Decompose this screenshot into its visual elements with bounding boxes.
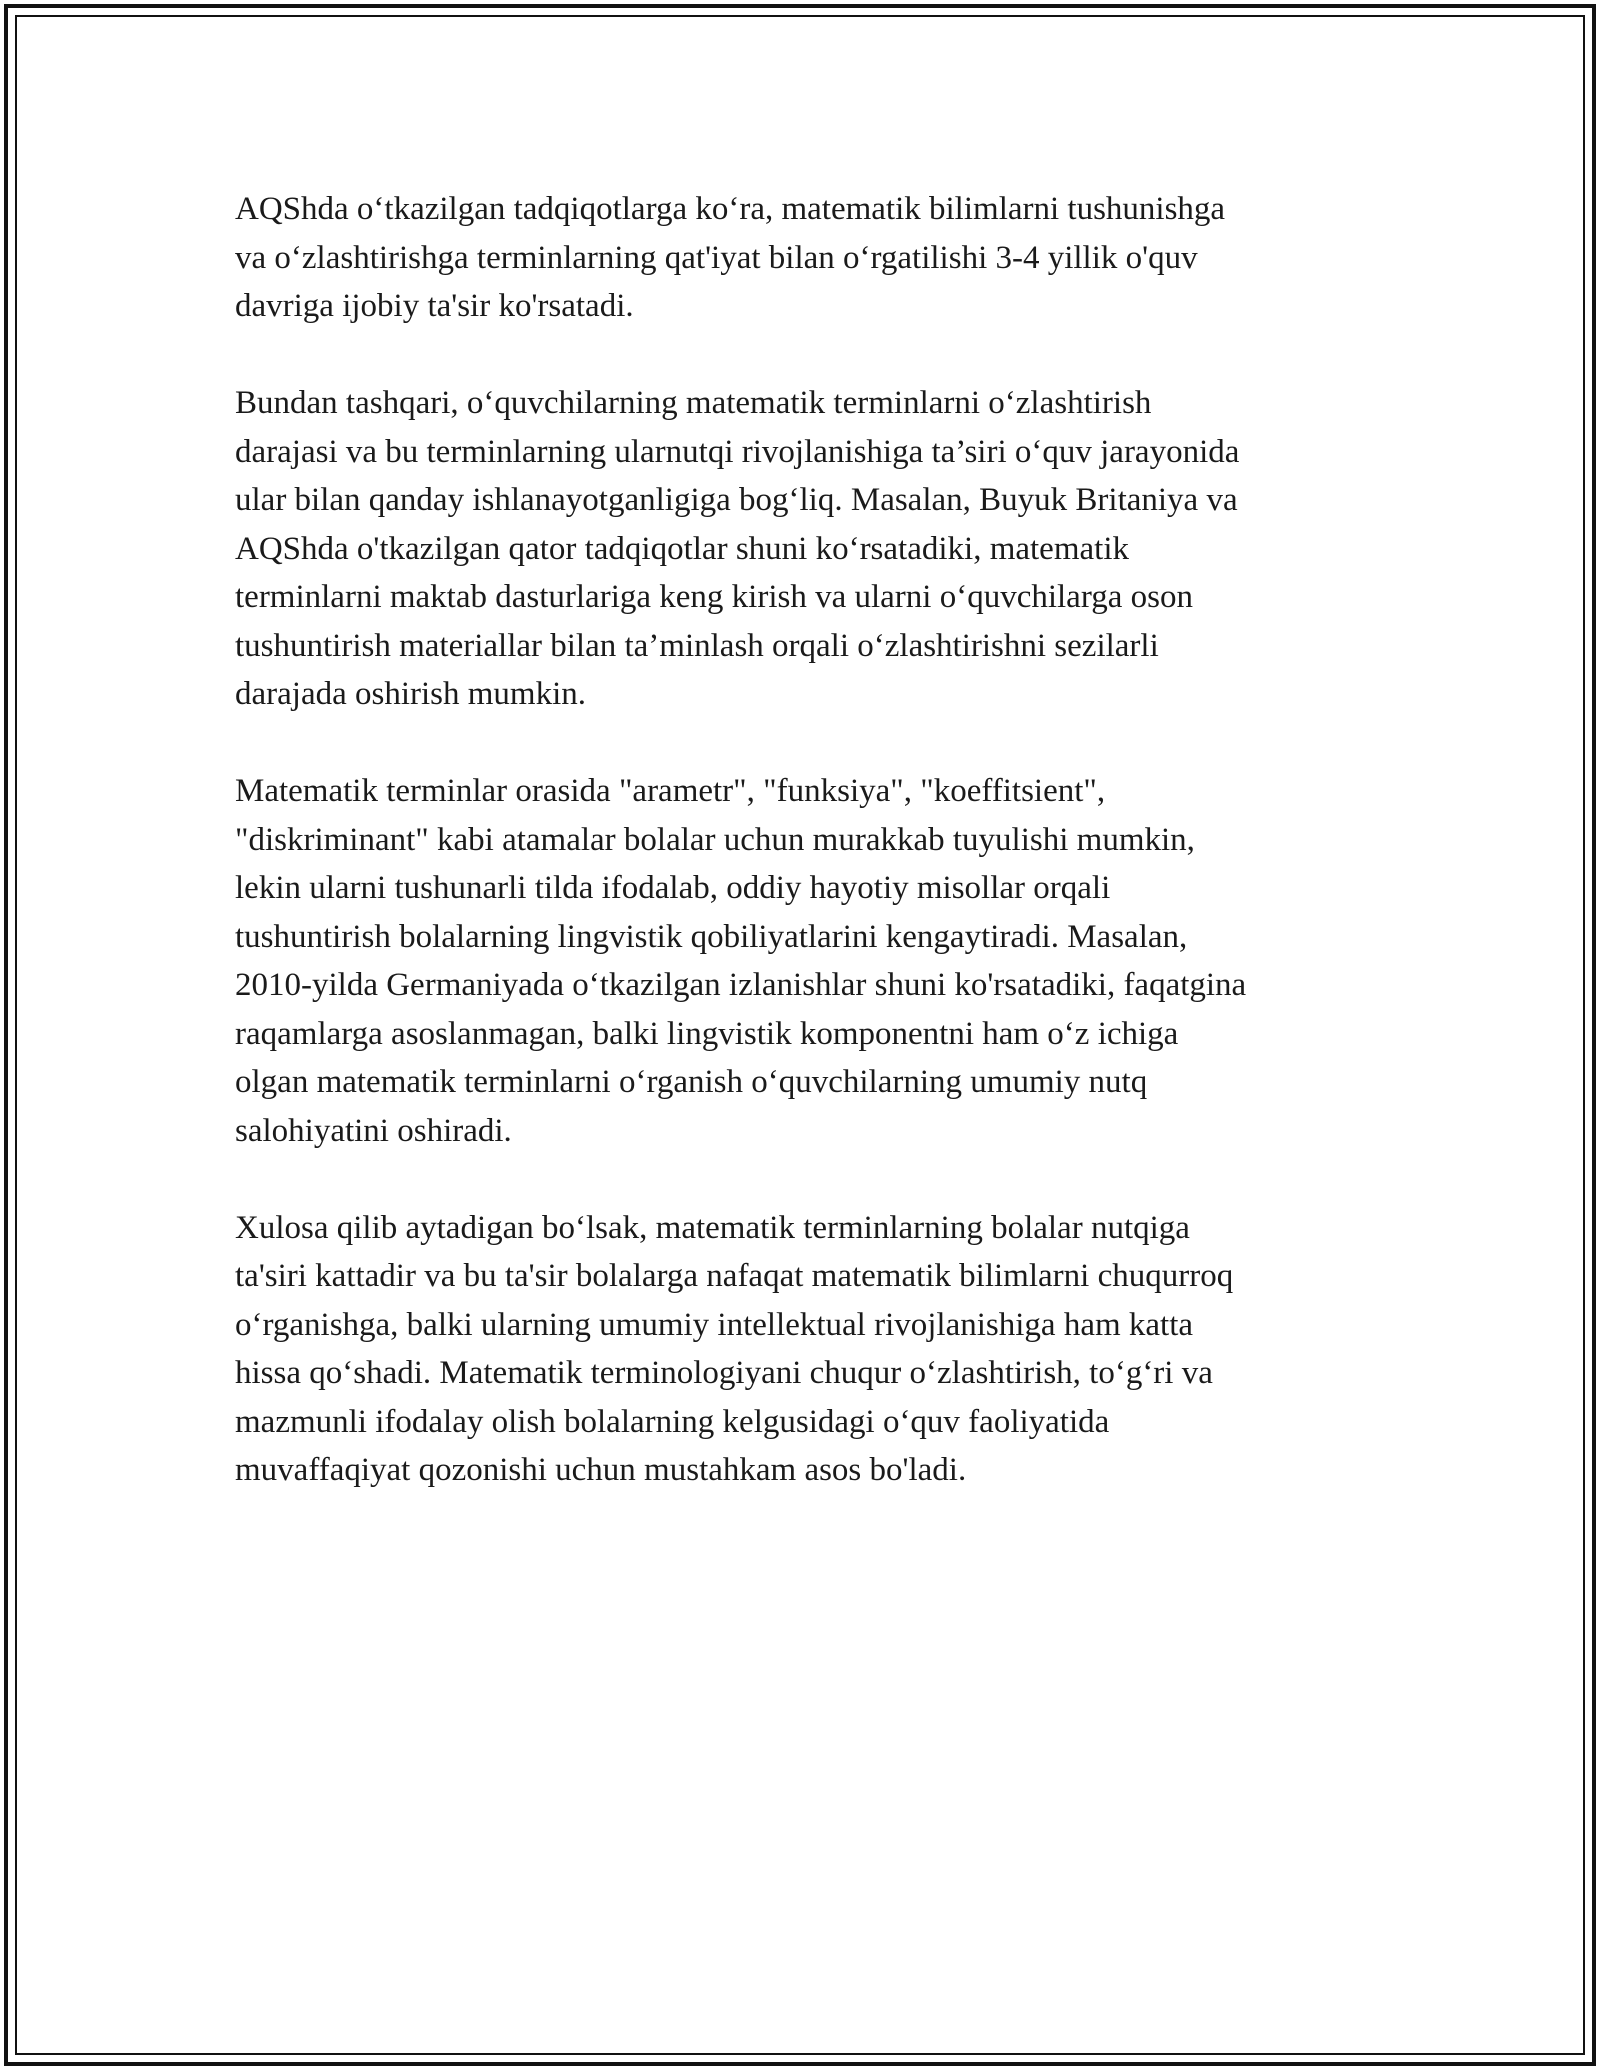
paragraph-4: Xulosa qilib aytadigan bo‘lsak, matematik terminlarning bolalar nutqiga ta'siri kattadir va bu ta'sir bolalarga nafaqat matematik bilimlarni chuqurroq o‘rganishga, balki ularning umumiy intellektual rivojlanishiga ham katta hissa qo‘shadi. Matematik terminologiyani chuqur o‘zlashtirish, to‘g‘ri va mazmunli ifodalay olish bolalarning kelgusidagi o‘quv faoliyatida muvaffaqiyat qozonishi uchun mustahkam asos bo'ladi. [235, 1209, 1234, 1488]
paragraph-3: Matematik terminlar orasida "arametr", "funksiya", "koeffitsient", "diskriminant" kabi atamalar bolalar uchun murakkab tuyulishi mumkin, lekin ularni tushunarli tilda ifodalab, oddiy hayotiy misollar orqali tushuntirish bolalarning lingvistik qobiliyatlarini kengaytiradi. Masalan, 2010-yilda Germaniyada o‘tkazilgan izlanishlar shuni ko'rsatadiki, faqatgina raqamlarga asoslanmagan, balki lingvistik komponentni ham o‘z ichiga olgan matematik terminlarni o‘rganish o‘quvchilarning umumiy nutq salohiyatini oshiradi. [235, 773, 1247, 1149]
document-body [235, 185, 1370, 1543]
paragraph-1: AQShda o‘tkazilgan tadqiqotlarga ko‘ra, matematik bilimlarni tushunishga va o‘zlashtirishga terminlarning qat'iyat bilan o‘rgatilishi 3-4 yillik o'quv davriga ijobiy ta'sir ko'rsatadi. [235, 191, 1226, 324]
paragraph-2: Bundan tashqari, o‘quvchilarning matematik terminlarni o‘zlashtirish darajasi va bu terminlarning ularnutqi rivojlanishiga ta’siri o‘quv jarayonida ular bilan qanday ishlanayotganligiga bog‘liq. Masalan, Buyuk Britaniya va AQShda o'tkazilgan qator tadqiqotlar shuni ko‘rsatadiki, matematik terminlarni maktab dasturlariga keng kirish va ularni o‘quvchilarga oson tushuntirish materiallar bilan ta’minlash orqali o‘zlashtirishni sezilarli darajada oshirish mumkin. [235, 385, 1240, 712]
